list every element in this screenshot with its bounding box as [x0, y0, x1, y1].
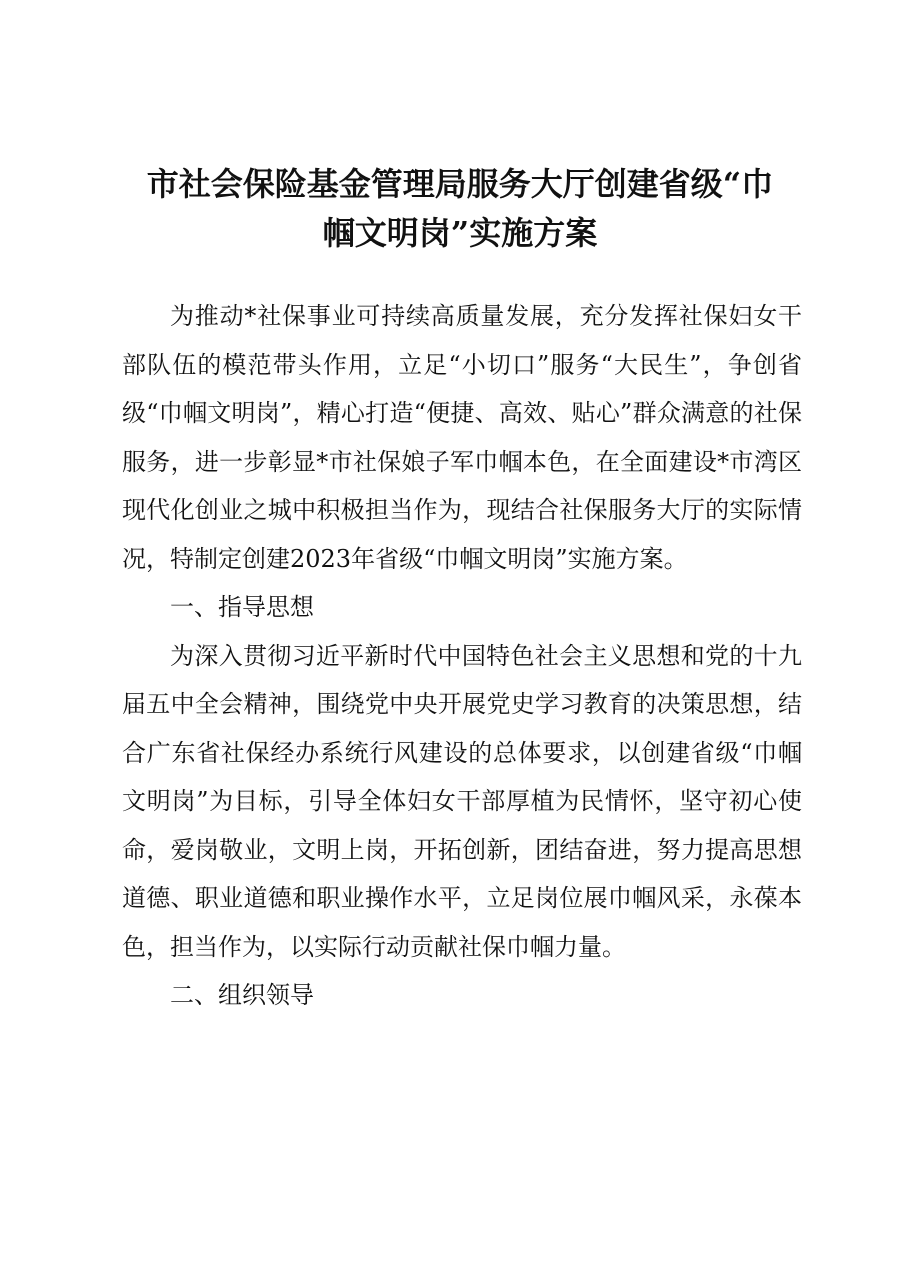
document-title	[100, 160, 820, 258]
title-line-2: 帼文明岗”实施方案	[322, 214, 598, 252]
section-heading-organization: 二、组织领导	[170, 981, 314, 1009]
document-body	[122, 292, 802, 1020]
title-line-1: 市社会保险基金管理局服务大厅创建省级“巾	[146, 165, 774, 203]
intro-paragraph: 为推动*社保事业可持续高质量发展，充分发挥社保妇女干部队伍的模范带头作用，立足“小切口”服务“大民生”，争创省级“巾帼文明岗”，精心打造“便捷、高效、贴心”群众满意的社保服务，进一步彰显*市社保娘子军巾帼本色，在全面建设*市湾区现代化创业之城中积极担当作为，现结合社保服务大厅的实际情况，特制定创建2023年省级“巾帼文明岗”实施方案。	[122, 302, 802, 573]
guiding-ideology-paragraph: 为深入贯彻习近平新时代中国特色社会主义思想和党的十九届五中全会精神，围绕党中央开展党史学习教育的决策思想，结合广东省社保经办系统行风建设的总体要求，以创建省级“巾帼文明岗”为目标，引导全体妇女干部厚植为民情怀，坚守初心使命，爱岗敬业，文明上岗，开拓创新，团结奋进，努力提高思想道德、职业道德和职业操作水平，立足岗位展巾帼风采，永葆本色，担当作为，以实际行动贡献社保巾帼力量。	[122, 641, 802, 961]
section-heading-guiding-ideology: 一、指导思想	[170, 593, 314, 621]
